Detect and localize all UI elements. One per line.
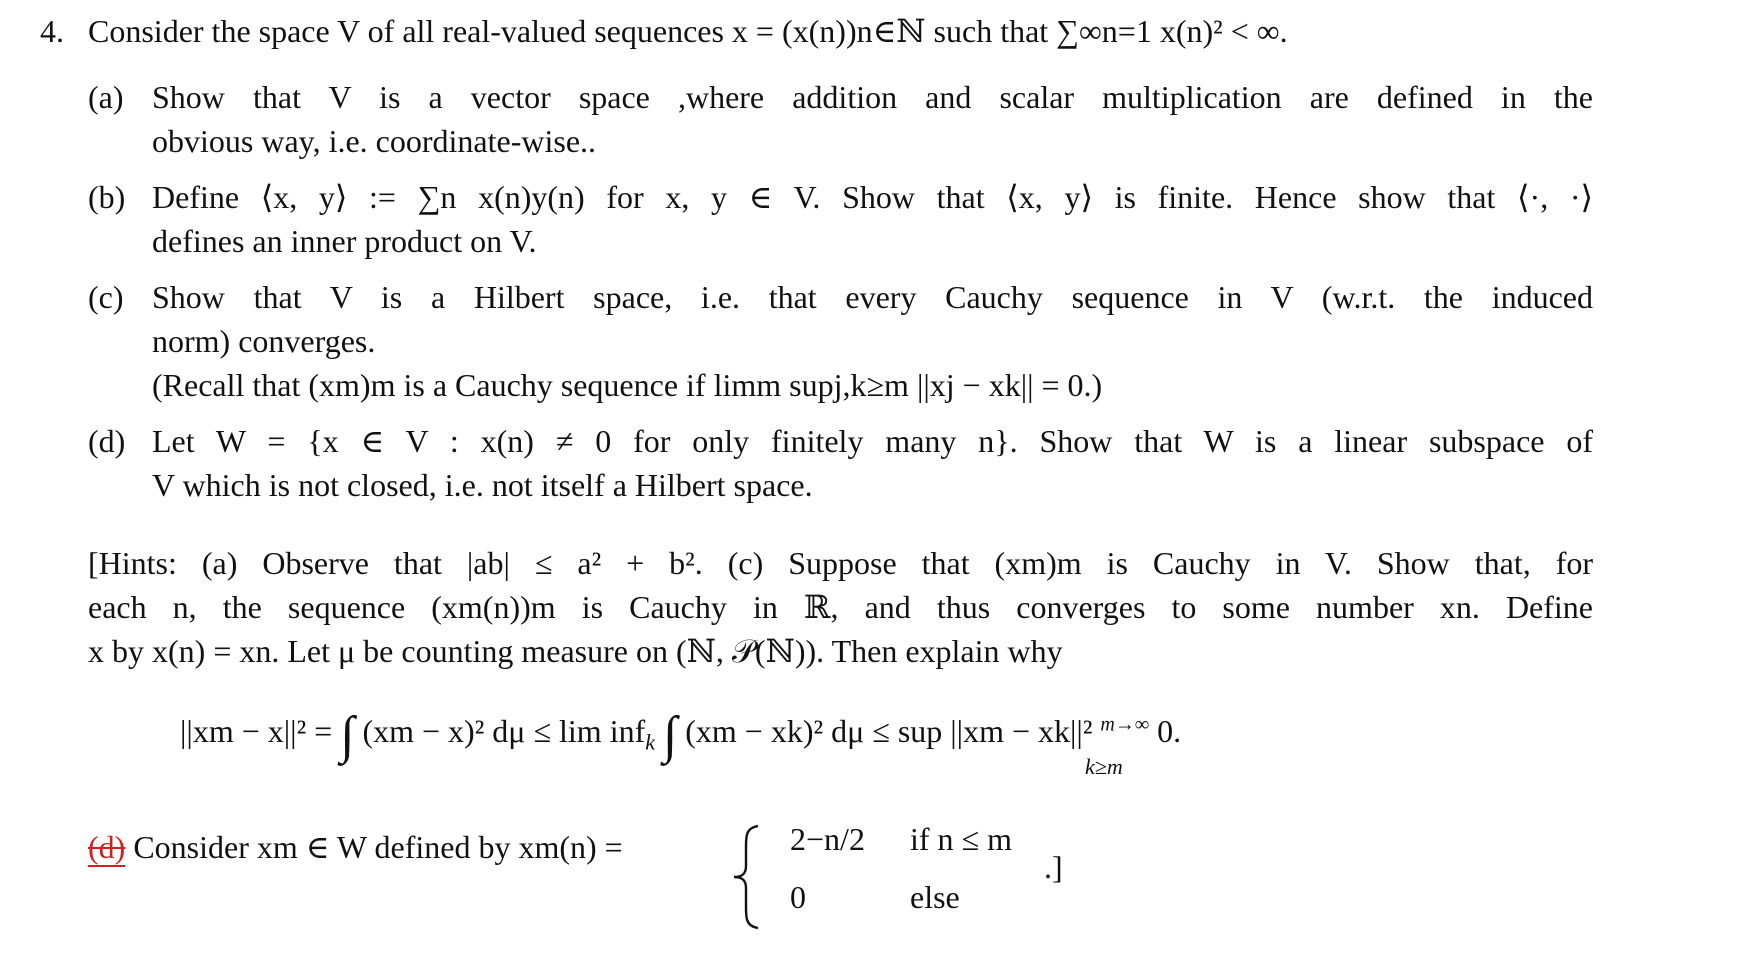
equation-limit: 0. [1157, 713, 1182, 749]
part-d-body [152, 420, 1593, 508]
piecewise-brace [728, 822, 768, 942]
part-a-line-2: obvious way, i.e. coordinate-wise.. [152, 123, 597, 159]
closing-bracket [1044, 846, 1063, 888]
part-a-label: (a) [88, 79, 124, 115]
left-brace-icon [728, 822, 768, 932]
hints-line-2: each n, the sequence (xm(n))m is Cauchy in ℝ, and thus converges to some number xn. Define [88, 589, 1593, 625]
question-statement-text: Consider the space V of all real-valued sequences x = (x(n))n∈ℕ such that ∑∞n=1 x(n)² < ∞. [88, 13, 1288, 49]
part-b-line-2: defines an inner product on V. [152, 223, 537, 259]
part-c-body [152, 276, 1593, 408]
part-c-line-3: (Recall that (xm)m is a Cauchy sequence if limm supj,k≥m ||xj − xk|| = 0.) [152, 367, 1103, 403]
equation-integral-2: (xm − xk)² dμ ≤ sup ||xm − xk||² [685, 713, 1093, 749]
case-1-condition [910, 818, 1012, 860]
question-number-text: 4. [40, 13, 64, 49]
hints-line-3: x by x(n) = xn. Let μ be counting measure on (ℕ, 𝒫(ℕ)). Then explain why [88, 633, 1063, 669]
integral-sign-2: ∫ [663, 707, 678, 764]
part-b-line-1: Define ⟨x, y⟩ := ∑n x(n)y(n) for x, y ∈ V. Show that ⟨x, y⟩ is finite. Hence show that ⟨·, ·⟩ [152, 179, 1594, 215]
case-2-condition [910, 876, 960, 918]
equation-integral-1: (xm − x)² dμ ≤ lim inf [362, 713, 646, 749]
part-c-label: (c) [88, 279, 124, 315]
display-equation [180, 702, 1182, 779]
part-c-line-1: Show that V is a Hilbert space, i.e. that every Cauchy sequence in V (w.r.t. the induced [152, 279, 1593, 315]
hints-line-1: [Hints: (a) Observe that |ab| ≤ a² + b². (c) Suppose that (xm)m is Cauchy in V. Show that, for [88, 545, 1593, 581]
liminf-subscript: k [645, 729, 655, 755]
case-2-condition-text: else [910, 879, 960, 915]
case-1-condition-text: if n ≤ m [910, 821, 1012, 857]
part-d-line-1: Let W = {x ∈ V : x(n) ≠ 0 for only finitely many n}. Show that W is a linear subspace of [152, 423, 1593, 459]
question-number [40, 10, 64, 52]
part-d-line-2: V which is not closed, i.e. not itself a Hilbert space. [152, 467, 813, 503]
hints-paragraph [88, 542, 1593, 674]
case-1-value [790, 818, 865, 860]
part-b-label: (b) [88, 179, 126, 215]
struck-part-label: (d) [88, 829, 126, 865]
sup-subscript: k≥m [1085, 754, 1123, 779]
part-d-hint [88, 826, 623, 868]
closing-bracket-text: .] [1044, 849, 1063, 885]
case-1-value-text: 2−n/2 [790, 821, 865, 857]
cut-off-text-line [88, 958, 1593, 972]
part-d-hint-text: Consider xm ∈ W defined by xm(n) = [133, 829, 623, 865]
part-c-line-2: norm) converges. [152, 323, 376, 359]
question-statement [88, 10, 1288, 52]
part-a-line-1: Show that V is a vector space ,where addition and scalar multiplication are defined in the [152, 79, 1593, 115]
case-2-value [790, 876, 806, 918]
case-2-value-text: 0 [790, 879, 806, 915]
part-a-body [152, 76, 1593, 164]
equation-lhs: ||xm − x||² = [180, 713, 333, 749]
arrow-label: m→∞ [1100, 713, 1150, 736]
part-b-body [152, 176, 1593, 264]
integral-sign-1: ∫ [340, 707, 355, 764]
part-d-label: (d) [88, 423, 126, 459]
